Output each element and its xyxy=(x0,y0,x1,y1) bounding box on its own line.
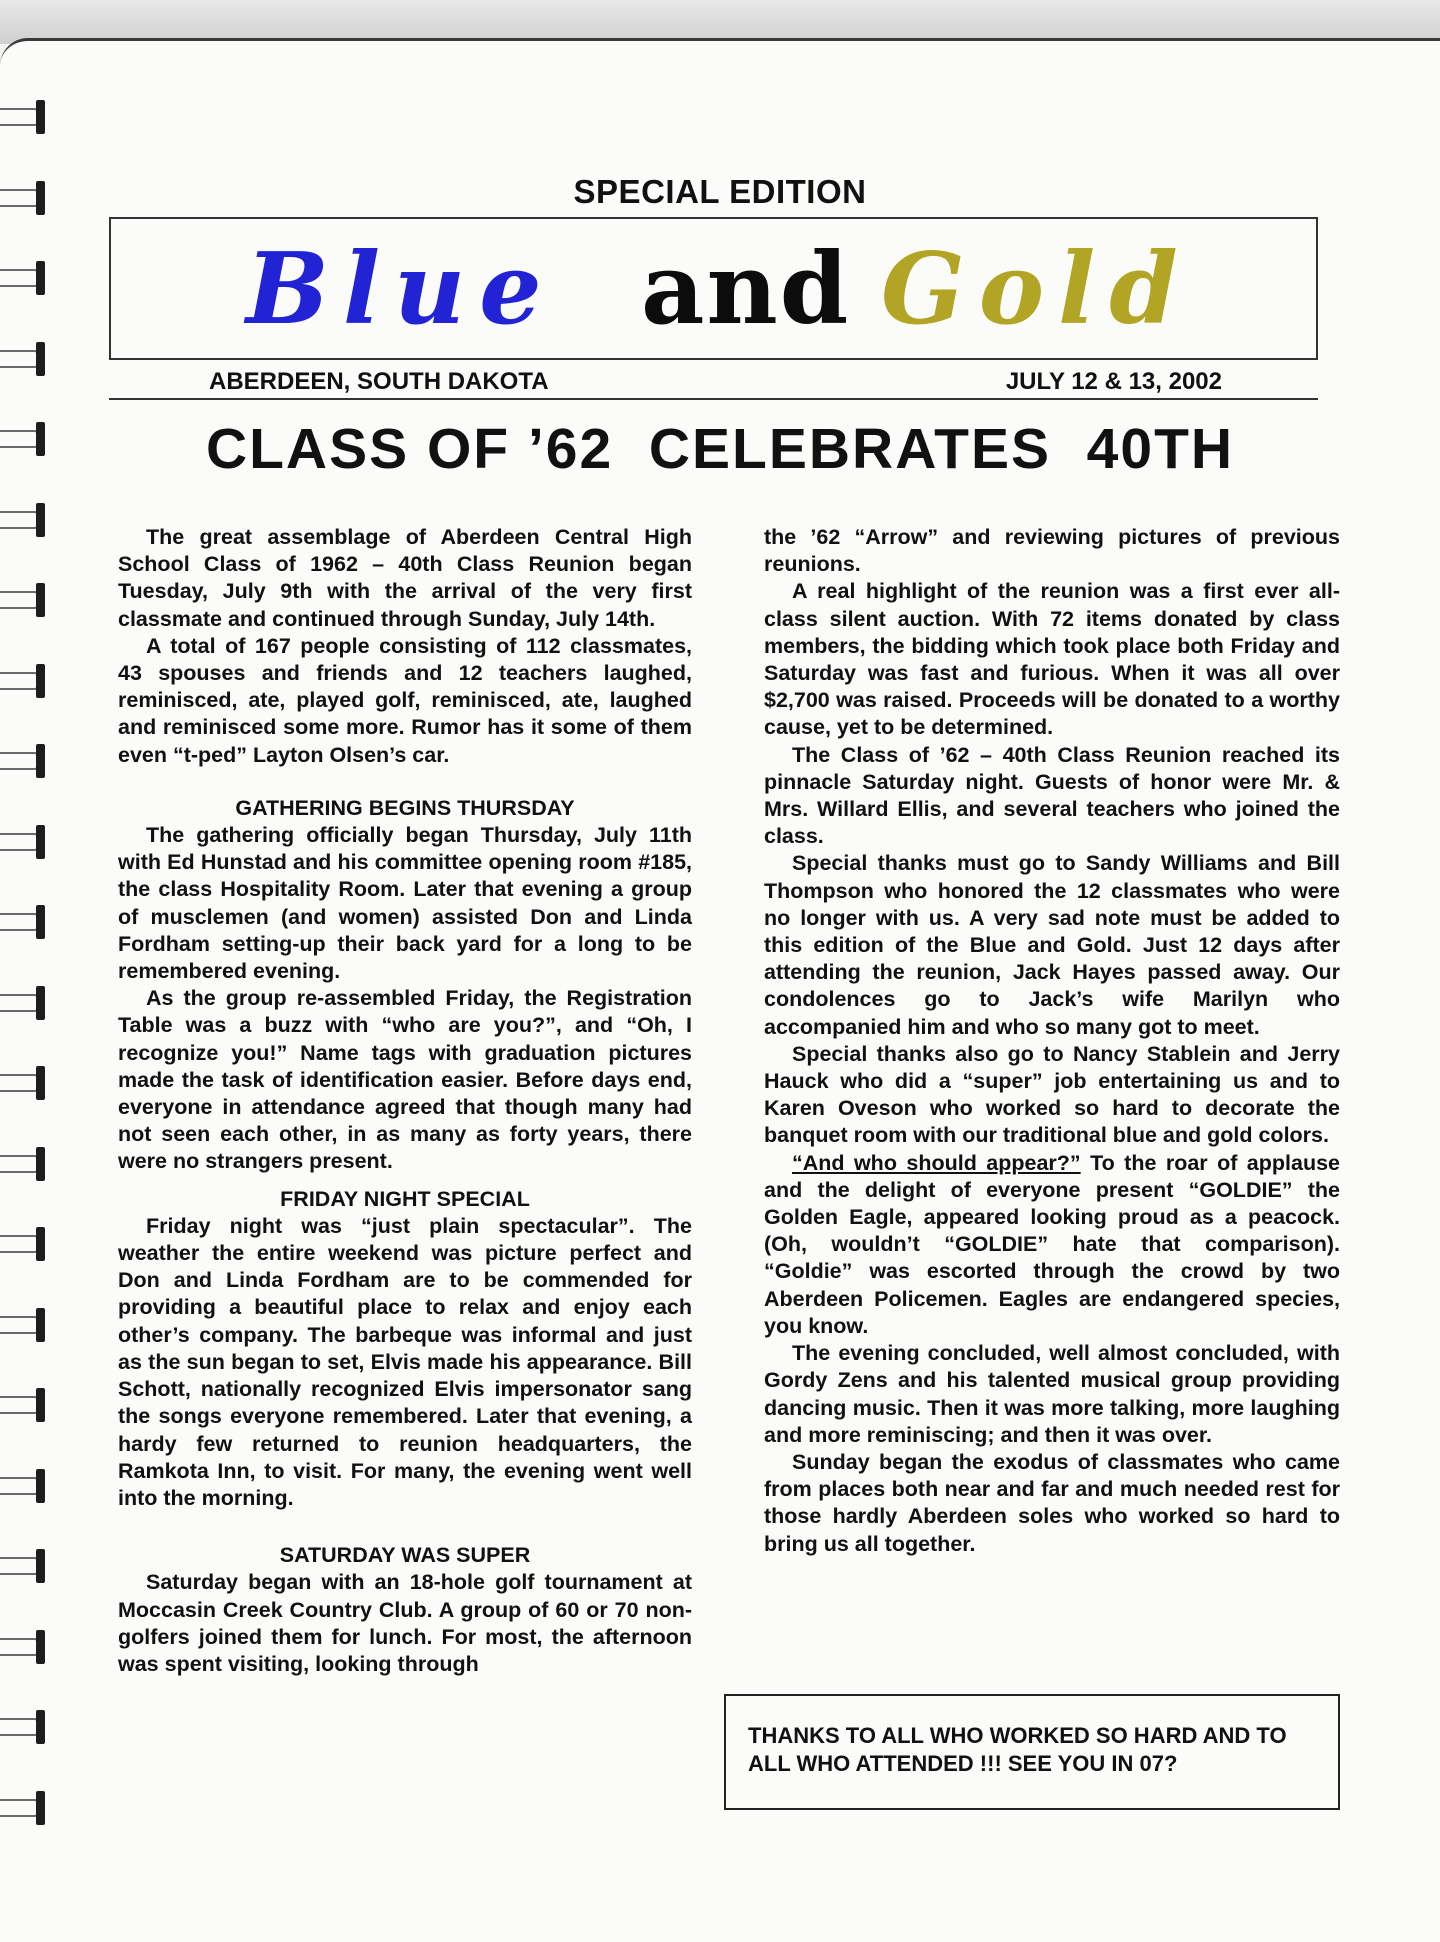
binding-ring xyxy=(0,493,56,545)
binding-ring xyxy=(0,895,56,947)
thanks-box: THANKS TO ALL WHO WORKED SO HARD AND TO ALL WHO ATTENDED !!! SEE YOU IN 07? xyxy=(724,1694,1340,1810)
masthead-box xyxy=(109,217,1318,360)
page-headline: CLASS OF ’62 CELEBRATES 40TH xyxy=(205,417,1235,481)
section-heading: SATURDAY WAS SUPER xyxy=(279,1543,531,1568)
article-paragraph: As the group re-assembled Friday, the Registration Table was a buzz with “who are you?”, and “Oh, I recognize you!” Name tags with graduation pictures made the task of identification easier. Before days end, everyone in attendance agreed that though many had not seen each other, in as many as forty years, there were no strangers present. xyxy=(118,986,692,1174)
article-paragraph: Friday night was “just plain spectacular”. The weather the entire weekend was picture perfect and Don and Linda Fordham are to be commended for providing a beautiful place to relax and enjoy each other’s company. The barbeque was informal and just as the sun began to set, Elvis made his appearance. Bill Schott, nationally recognized Elvis impersonator sang the songs everyone remembered. Later that evening, a hardy few returned to reunion headquarters, the Ramkota Inn, to visit. For many, the evening went well into the morning. xyxy=(118,1213,692,1510)
binding-ring xyxy=(0,1620,56,1672)
location: ABERDEEN, SOUTH DAKOTA xyxy=(209,368,549,395)
binding-ring xyxy=(0,1137,56,1189)
binding-ring xyxy=(0,654,56,706)
article-paragraph: Sunday began the exodus of classmates who came from places both near and far and much needed rest for those hardly Aberdeen soles who worked so hard to bring us all together. xyxy=(764,1449,1340,1556)
article-paragraph: A total of 167 people consisting of 112 classmates, 43 spouses and friends and 12 teachers laughed, reminisced, ate, played golf, reminisced, ate, laughed and reminisced some more. Rumor has it some of them even “t-ped” Layton Olsen’s car. xyxy=(118,633,692,767)
section-heading: FRIDAY NIGHT SPECIAL xyxy=(280,1186,530,1211)
paragraph-text: To the roar of applause and the delight of everyone present “GOLDIE” the Golden Eagle, appeared looking proud as a peacock. (Oh, wouldn’t “GOLDIE” hate that comparison). “Goldie” was escorted through the crowd by two Aberdeen Policemen. Eagles are endangered species, you know. xyxy=(764,1150,1340,1338)
article-paragraph: The Class of ’62 – 40th Class Reunion reached its pinnacle Saturday night. Guests of honor were Mr. & Mrs. Willard Ellis, and several teachers who joined the class. xyxy=(764,742,1340,849)
binding-ring xyxy=(0,1298,56,1350)
binding-ring xyxy=(0,1378,56,1430)
article-paragraph: the ’62 “Arrow” and reviewing pictures of previous reunions. xyxy=(764,525,1340,577)
article-paragraph: Special thanks must go to Sandy Williams and Bill Thompson who honored the 12 classmates who were no longer with us. A very sad note must be added to this edition of the Blue and Gold. Just 12 days after attending the reunion, Jack Hayes passed away. Our condolences go to Jack’s wife Marilyn who accompanied him and who so many got to meet. xyxy=(764,851,1340,1039)
article-column-right xyxy=(764,524,1340,1558)
article-column-left xyxy=(118,524,692,1678)
article-paragraph: Special thanks also go to Nancy Stablein and Jerry Hauck who did a “super” job entertaining us and to Karen Oveson who worked so hard to decorate the banquet room with our traditional blue and gold colors. xyxy=(764,1041,1340,1148)
article-paragraph: A real highlight of the reunion was a first ever all-class silent auction. With 72 items donated by class members, the bidding which took place both Friday and Saturday was fast and furious. When it was all over $2,700 was raised. Proceeds will be donated to a worthy cause, yet to be determined. xyxy=(764,579,1340,740)
binding-ring xyxy=(0,90,56,142)
binding-ring xyxy=(0,1217,56,1269)
dateline xyxy=(109,368,1318,400)
underlined-lead: “And who should appear?” xyxy=(792,1150,1081,1175)
binding-ring xyxy=(0,1700,56,1752)
article-paragraph: The evening concluded, well almost concluded, with Gordy Zens and his talented musical group providing dancing music. Then it was more talking, more laughing and more reminiscing; and then it was over. xyxy=(764,1341,1340,1447)
binding-ring xyxy=(0,976,56,1028)
edition-label: SPECIAL EDITION xyxy=(573,173,867,210)
spiral-binding xyxy=(0,90,60,1890)
title-blue: Blue xyxy=(246,232,556,347)
binding-ring xyxy=(0,1459,56,1511)
binding-ring xyxy=(0,815,56,867)
binding-ring xyxy=(0,332,56,384)
section-heading: GATHERING BEGINS THURSDAY xyxy=(235,795,575,820)
binding-ring xyxy=(0,251,56,303)
binding-ring xyxy=(0,734,56,786)
binding-ring xyxy=(0,1056,56,1108)
binding-ring xyxy=(0,1781,56,1833)
article-paragraph: The great assemblage of Aberdeen Central High School Class of 1962 – 40th Class Reunion began Tuesday, July 9th with the arrival of the very first classmate and continued through Sunday, July 14th. xyxy=(118,525,692,631)
title-gold: Gold xyxy=(881,232,1192,347)
issue-date: JULY 12 & 13, 2002 xyxy=(1005,368,1222,395)
title-and: and xyxy=(641,232,851,347)
binding-ring xyxy=(0,1539,56,1591)
article-paragraph xyxy=(764,1150,1340,1340)
binding-ring xyxy=(0,573,56,625)
article-paragraph: Saturday began with an 18-hole golf tournament at Moccasin Creek Country Club. A group of 60 or 70 non-golfers joined them for lunch. For most, the afternoon was spent visiting, looking through xyxy=(118,1570,692,1676)
article-paragraph: The gathering officially began Thursday, July 11th with Ed Hunstad and his committee opening room #185, the class Hospitality Room. Later that evening a group of musclemen (and women) assisted Don and Linda Fordham setting-up their back yard for a long to be remembered evening. xyxy=(118,823,692,984)
